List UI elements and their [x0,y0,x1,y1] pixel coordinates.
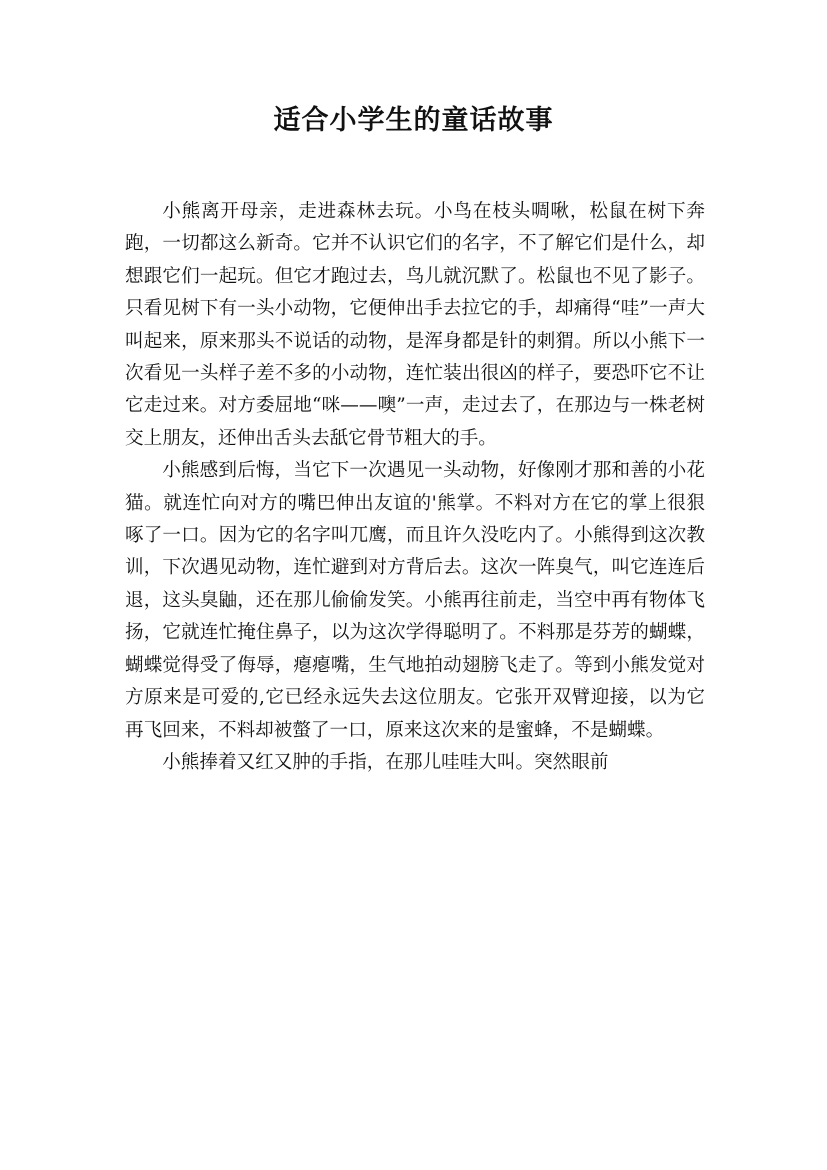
page-title: 适合小学生的童话故事 [273,105,554,136]
paragraph-3: 小熊捧着又红又肿的手指，在那儿哇哇大叫。突然眼前 [162,751,609,773]
paragraph-2: 小熊感到后悔，当它下一次遇见一头动物，好像刚才那和善的小花猫。就连忙向对方的嘴巴伸出友谊的'熊掌。不料对方在它的掌上很狠啄了一口。因为它的名字叫兀鹰，而且许久没吃内了。小熊得到这次教训，下次遇见动物，连忙避到对方背后去。这次一阵臭气，叫它连连后退，这头臭鼬，还在那儿偷偷发笑。小熊再往前走，当空中再有物体飞扬，它就连忙掩住鼻子，以为这次学得聪明了。不料那是芬芳的蝴蝶，蝴蝶觉得受了侮辱，瘪瘪嘴，生气地拍动翅膀飞走了。等到小熊发觉对方原来是可爱的,它已经永远失去这位朋友。它张开双臂迎接，以为它再飞回来，不料却被螫了一口，原来这次来的是蜜蜂，不是蝴蝶。 [125,460,705,741]
story-body [125,196,705,779]
paragraph-1: 小熊离开母亲，走进森林去玩。小鸟在枝头啁啾，松鼠在树下奔跑，一切都这么新奇。它并不认识它们的名字，不了解它们是什么，却想跟它们一起玩。但它才跑过去，鸟儿就沉默了。松鼠也不见了影子。只看见树下有一头小动物，它便伸出手去拉它的手，却痛得“哇”一声大叫起来，原来那头不说话的动物，是浑身都是针的刺猬。所以小熊下一次看见一头样子差不多的小动物，连忙装出很凶的样子，要恐吓它不让它走过来。对方委屈地“咪——噢”一声，走过去了，在那边与一株老树交上朋友，还伸出舌头去舐它骨节粗大的手。 [125,201,705,449]
